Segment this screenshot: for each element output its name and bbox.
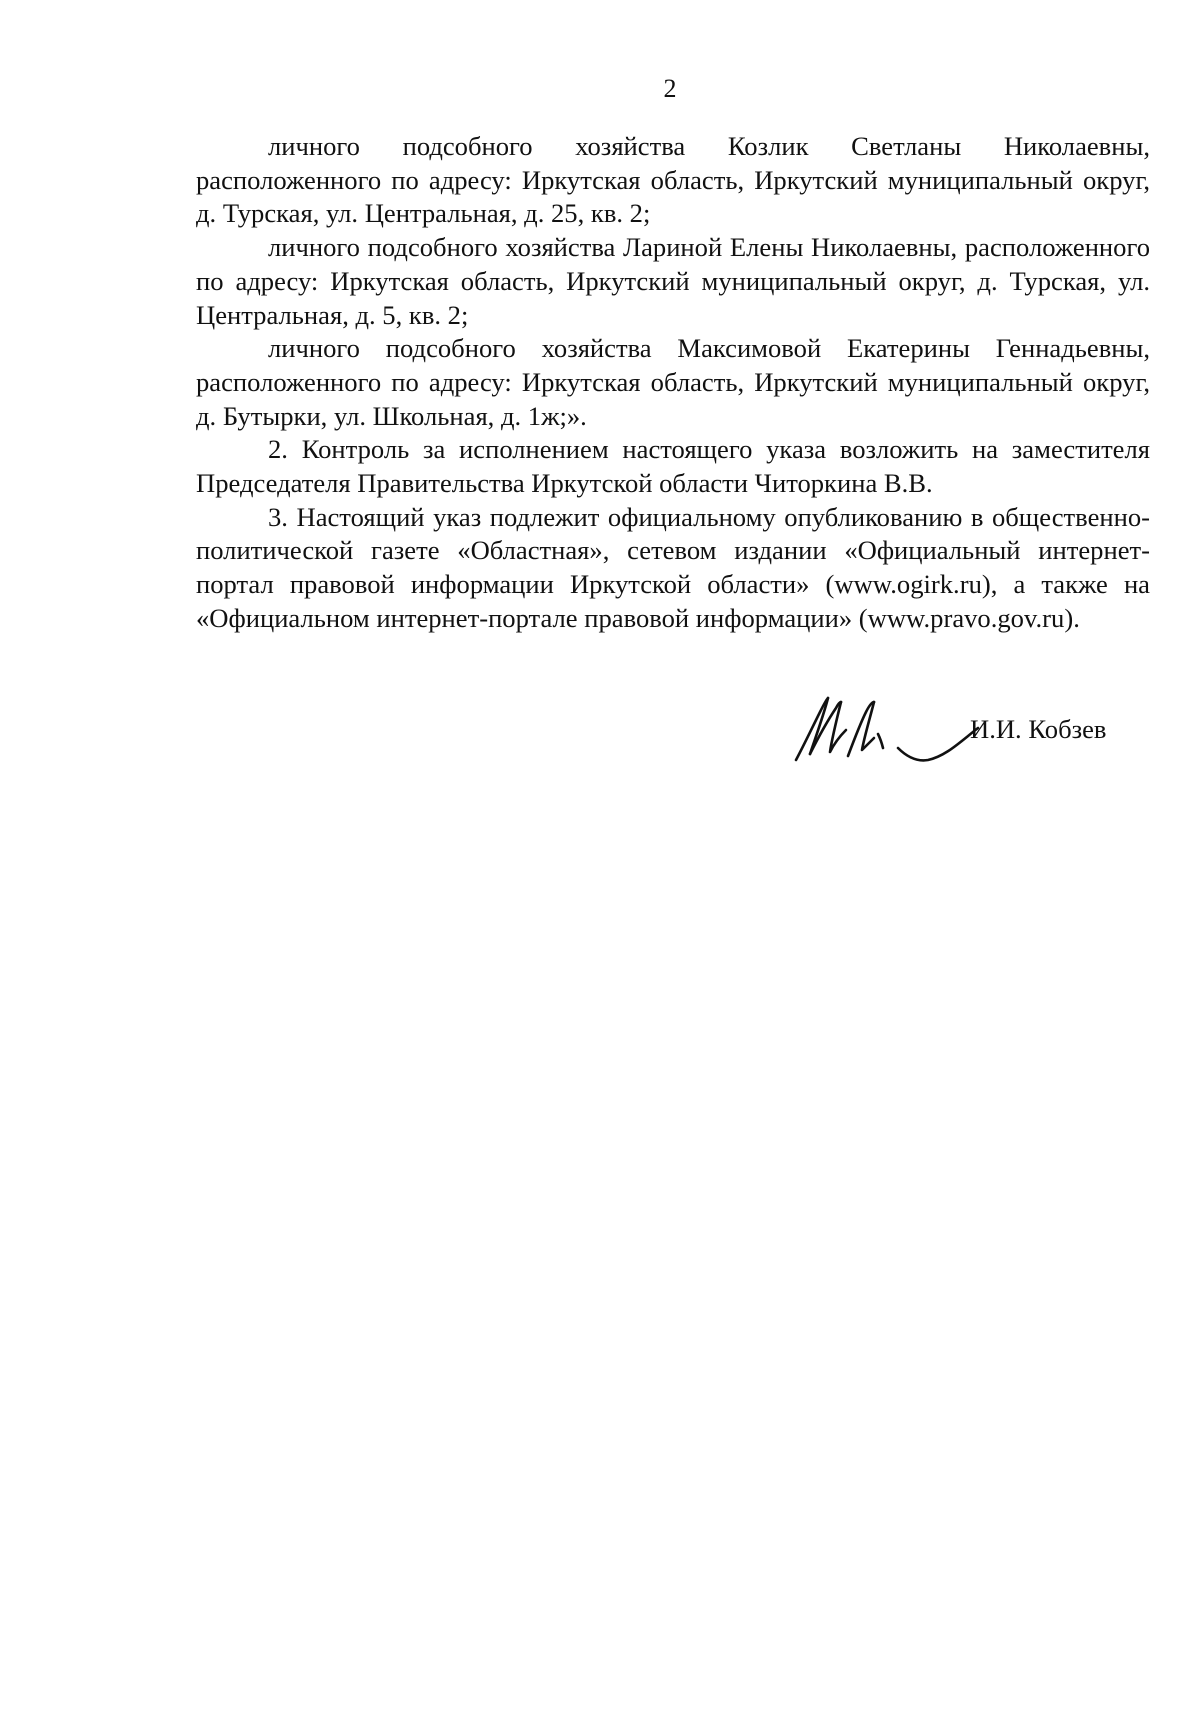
page-number: 2	[663, 74, 677, 103]
paragraph-household-larina: личного подсобного хозяйства Лариной Елены Николаевны, расположенного по адресу: Иркутская область, Иркутский муниципальный округ, д. Турская, ул. Центральная, д. 5, кв. 2;	[196, 232, 1150, 330]
handwritten-signature-icon	[790, 690, 980, 770]
document-body	[196, 130, 1150, 636]
paragraph-household-maksimova: личного подсобного хозяйства Максимовой Екатерины Геннадьевны, расположенного по адресу: Иркутская область, Иркутский муниципальный округ, д. Бутырки, ул. Школьная, д. 1ж;».	[196, 333, 1150, 431]
signer-name: И.И. Кобзев	[970, 714, 1107, 744]
paragraph-control-clause: 2. Контроль за исполнением настоящего указа возложить на заместителя Председателя Правительства Иркутской области Читоркина В.В.	[196, 434, 1150, 499]
paragraph-publication-clause: 3. Настоящий указ подлежит официальному опубликованию в общественно-политической газете «Областная», сетевом издании «Официальный интернет-портал правовой информации Иркутской области» (www.ogirk.ru), а также на «Официальном интернет-портале правовой информации» (www.pravo.gov.ru).	[196, 501, 1150, 633]
signature-block	[790, 690, 1130, 770]
paragraph-household-kozlik: личного подсобного хозяйства Козлик Светланы Николаевны, расположенного по адресу: Иркутская область, Иркутский муниципальный округ, д. Турская, ул. Центральная, д. 25, кв. 2;	[196, 131, 1150, 229]
